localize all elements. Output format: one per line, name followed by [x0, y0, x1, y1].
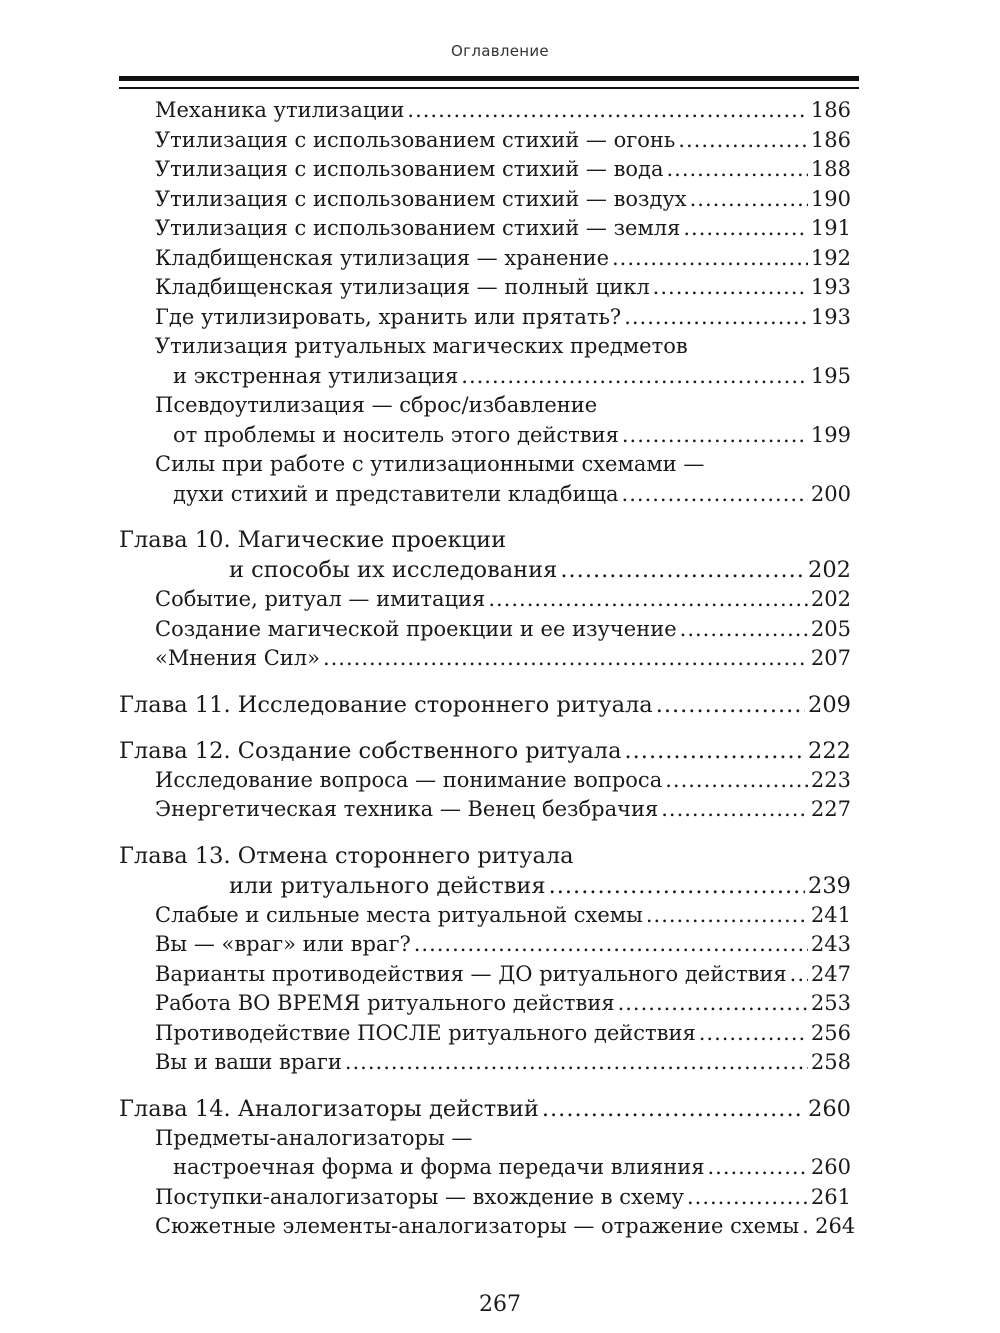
toc-line	[119, 1019, 851, 1049]
section-title: Энергетическая техника — Венец безбрачия	[155, 797, 659, 821]
toc-line	[119, 615, 851, 645]
toc-page-number: 186	[810, 98, 851, 122]
toc-page-number: 260	[808, 1095, 851, 1122]
toc-chapter-entry	[119, 690, 851, 720]
section-title: Создание магической проекции и ее изучение	[155, 616, 677, 641]
toc-line	[119, 362, 851, 392]
chapter-title: Глава 10. Магические проекции	[119, 527, 507, 553]
toc-section-entry	[119, 244, 851, 274]
dot-leader	[653, 273, 808, 303]
toc-page-number: 227	[810, 797, 851, 821]
dot-leader	[624, 303, 808, 333]
toc-line	[119, 126, 851, 156]
page-number: 267	[479, 1292, 521, 1317]
toc-line	[119, 421, 851, 451]
toc-line	[119, 273, 851, 303]
dot-leader	[612, 244, 808, 274]
toc-line	[119, 644, 851, 674]
toc-line	[119, 766, 851, 796]
toc-page-number: 207	[810, 646, 851, 670]
section-title: Событие, ритуал — имитация	[155, 587, 486, 611]
toc-page-number: 186	[810, 127, 851, 152]
dot-leader	[687, 1183, 808, 1213]
dot-leader	[661, 795, 808, 825]
toc-page-number: 202	[810, 587, 851, 611]
toc-line	[119, 96, 851, 126]
toc-line	[119, 214, 851, 244]
chapter-title: или ритуального действия	[229, 872, 546, 899]
toc-line	[119, 391, 851, 421]
dot-leader	[488, 585, 808, 615]
toc-page-number: 195	[810, 363, 851, 388]
toc-page-number: 200	[810, 481, 851, 506]
toc-page-number: 193	[810, 304, 851, 329]
section-title: Сюжетные элементы-аналогизаторы — отражение схемы	[155, 1214, 800, 1238]
section-title: духи стихий и представители кладбища	[173, 481, 619, 506]
toc-section-entry	[119, 989, 851, 1019]
toc-page-number: 193	[810, 275, 851, 299]
toc-line	[119, 989, 851, 1019]
toc-line	[119, 303, 851, 333]
toc-page-number: 191	[810, 216, 851, 240]
toc-page-number: 202	[808, 557, 851, 583]
toc-section-entry	[119, 126, 851, 156]
section-title: Утилизация ритуальных магических предметов	[155, 334, 688, 358]
section-title: Предметы-аналогизаторы —	[155, 1125, 473, 1150]
toc-line	[119, 1212, 856, 1242]
toc-line	[119, 690, 851, 720]
dot-leader	[549, 871, 805, 901]
header-rule-thin	[119, 87, 859, 89]
dot-leader	[622, 480, 808, 510]
dot-leader	[407, 96, 808, 126]
toc-page-number: 222	[808, 737, 851, 764]
dot-leader	[542, 1094, 805, 1124]
dot-leader	[414, 930, 808, 960]
section-title: Вы и ваши враги	[155, 1050, 342, 1074]
chapter-title: и способы их исследования	[229, 557, 558, 583]
toc-page-number: 247	[810, 961, 851, 986]
toc-line	[119, 795, 851, 825]
toc-line	[119, 1048, 851, 1078]
toc-section-entry	[119, 391, 851, 450]
toc-page-number: 256	[810, 1020, 851, 1045]
dot-leader	[683, 214, 808, 244]
toc-line	[119, 450, 851, 480]
toc-line	[119, 1094, 851, 1124]
dot-leader	[690, 185, 808, 215]
section-title: Противодействие ПОСЛЕ ритуального действия	[155, 1020, 696, 1045]
dot-leader	[560, 555, 805, 585]
toc-section-entry	[119, 1048, 851, 1078]
section-title: настроечная форма и форма передачи влияния	[173, 1155, 705, 1179]
toc-section-entry	[119, 214, 851, 244]
toc-line	[119, 930, 851, 960]
toc-chapter-entry	[119, 525, 851, 585]
dot-leader	[666, 155, 807, 185]
section-title: и экстренная утилизация	[173, 363, 459, 388]
toc-section-entry	[119, 155, 851, 185]
section-title: Исследование вопроса — понимание вопроса	[155, 767, 663, 792]
toc-section-entry	[119, 930, 851, 960]
dot-leader	[622, 421, 808, 451]
toc-line	[119, 736, 851, 766]
dot-leader	[680, 615, 808, 645]
header-rule-thick	[119, 76, 859, 81]
toc-line	[119, 901, 851, 931]
dot-leader	[323, 644, 808, 674]
toc-section-entry	[119, 185, 851, 215]
toc-page-number: 190	[810, 186, 851, 211]
dot-leader	[665, 766, 808, 796]
section-title: Утилизация с использованием стихий — огонь	[155, 127, 676, 152]
toc-section-entry	[119, 901, 851, 931]
dot-leader	[618, 989, 808, 1019]
toc-section-entry	[119, 273, 851, 303]
toc-page-number: 192	[810, 245, 851, 270]
toc-page-number: 261	[810, 1184, 851, 1209]
section-title: Где утилизировать, хранить или прятать?	[155, 304, 622, 329]
toc-page-number: 243	[810, 932, 851, 956]
dot-leader	[345, 1048, 808, 1078]
dot-leader	[802, 1212, 812, 1242]
chapter-title: Глава 13. Отмена стороннего ритуала	[119, 842, 574, 869]
toc-page-number: 264	[815, 1214, 856, 1238]
toc-section-entry	[119, 644, 851, 674]
dot-leader	[707, 1153, 807, 1183]
section-title: Варианты противодействия — ДО ритуального действия	[155, 961, 787, 986]
chapter-title: Глава 11. Исследование стороннего ритуала	[119, 691, 653, 718]
toc-line	[119, 480, 851, 510]
toc-section-entry	[119, 303, 851, 333]
toc-line	[119, 555, 851, 585]
toc-line	[119, 1183, 851, 1213]
dot-leader	[646, 901, 808, 931]
table-of-contents	[119, 96, 856, 1242]
section-title: «Мнения Сил»	[155, 646, 320, 670]
dot-leader	[625, 736, 806, 766]
section-title: Вы — «враг» или враг?	[155, 932, 411, 956]
toc-line	[119, 185, 851, 215]
toc-section-entry	[119, 1124, 851, 1183]
toc-page-number: 258	[810, 1050, 851, 1074]
section-title: Кладбищенская утилизация — полный цикл	[155, 275, 650, 299]
toc-section-entry	[119, 450, 851, 509]
toc-page-number: 199	[810, 422, 851, 447]
toc-page-number: 239	[808, 872, 851, 899]
toc-section-entry	[119, 96, 851, 126]
dot-leader	[461, 362, 808, 392]
toc-chapter-entry	[119, 1094, 851, 1124]
toc-line	[119, 332, 851, 362]
toc-line	[119, 244, 851, 274]
toc-line	[119, 841, 851, 871]
toc-section-entry	[119, 332, 851, 391]
section-title: Утилизация с использованием стихий — вода	[155, 157, 664, 181]
toc-line	[119, 155, 851, 185]
toc-section-entry	[119, 960, 851, 990]
running-title: Оглавление	[451, 42, 549, 60]
toc-line	[119, 960, 851, 990]
section-title: Силы при работе с утилизационными схемами —	[155, 452, 705, 476]
section-title: от проблемы и носитель этого действия	[173, 422, 619, 447]
toc-section-entry	[119, 1019, 851, 1049]
toc-line	[119, 871, 851, 901]
toc-chapter-entry	[119, 736, 851, 766]
toc-line	[119, 1153, 851, 1183]
toc-section-entry	[119, 1183, 851, 1213]
toc-page-number: 223	[810, 767, 851, 792]
toc-section-entry	[119, 585, 851, 615]
toc-line	[119, 1124, 851, 1154]
section-title: Псевдоутилизация — сброс/избавление	[155, 393, 598, 417]
toc-page-number: 260	[810, 1155, 851, 1179]
toc-chapter-entry	[119, 841, 851, 901]
dot-leader	[699, 1019, 808, 1049]
toc-section-entry	[119, 766, 851, 796]
section-title: Утилизация с использованием стихий — земля	[155, 216, 681, 240]
toc-page-number: 205	[810, 616, 851, 641]
section-title: Слабые и сильные места ритуальной схемы	[155, 902, 643, 927]
toc-section-entry	[119, 795, 851, 825]
toc-page-number: 241	[810, 902, 851, 927]
toc-line	[119, 585, 851, 615]
toc-section-entry	[119, 615, 851, 645]
dot-leader	[790, 960, 808, 990]
toc-page-number: 188	[810, 157, 851, 181]
dot-leader	[678, 126, 808, 156]
section-title: Поступки-аналогизаторы — вхождение в схему	[155, 1184, 684, 1209]
section-title: Утилизация с использованием стихий — воздух	[155, 186, 687, 211]
toc-line	[119, 525, 851, 555]
chapter-title: Глава 14. Аналогизаторы действий	[119, 1095, 539, 1122]
toc-page-number: 209	[808, 691, 851, 718]
section-title: Кладбищенская утилизация — хранение	[155, 245, 609, 270]
section-title: Механика утилизации	[155, 98, 405, 122]
section-title: Работа ВО ВРЕМЯ ритуального действия	[155, 991, 615, 1015]
chapter-title: Глава 12. Создание собственного ритуала	[119, 737, 622, 764]
toc-page-number: 253	[810, 991, 851, 1015]
dot-leader	[656, 690, 805, 720]
toc-section-entry	[119, 1212, 856, 1242]
